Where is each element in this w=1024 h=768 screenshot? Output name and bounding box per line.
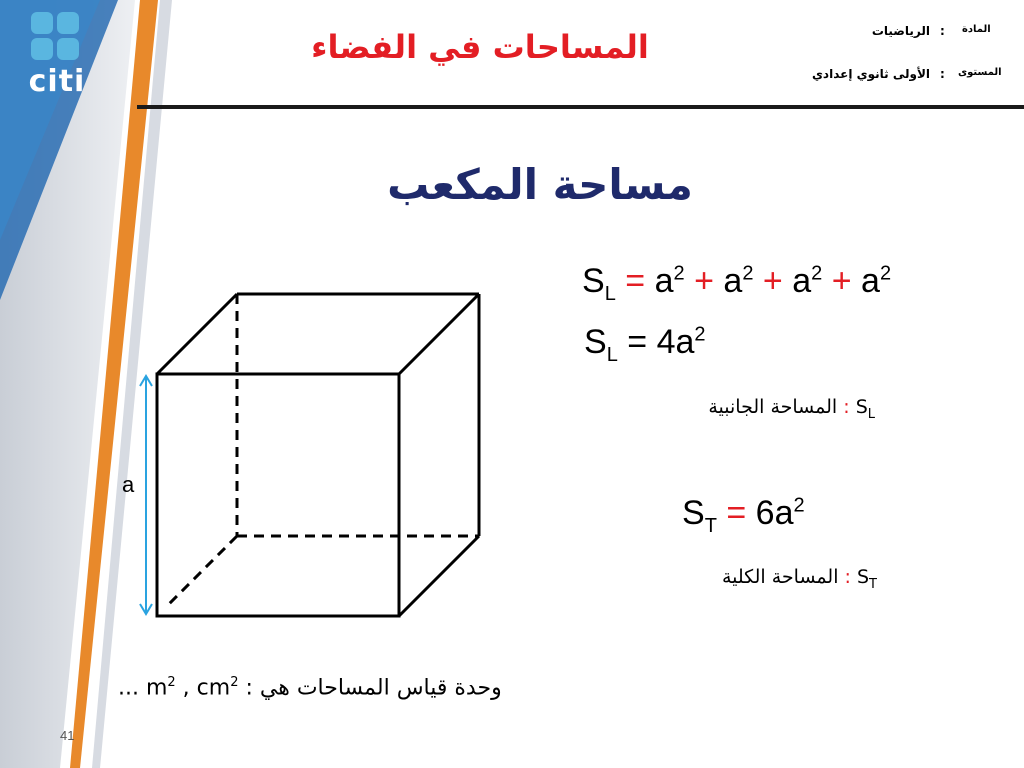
- subject-key: المادة: [962, 24, 991, 35]
- formula-lateral-sum: $S_L = a^2 + a^2 + a^2 + a^2$: [582, 262, 892, 305]
- cube-diagram: [125, 280, 505, 625]
- header-divider: [137, 105, 1024, 109]
- header-title: المساحات في الفضاء: [311, 28, 649, 66]
- slide-title: مساحة المكعب: [387, 160, 693, 209]
- level-value: الأولى ثانوي إعدادي: [811, 67, 930, 81]
- page-number: 41: [60, 728, 75, 743]
- area-units: ... $m^2$ , $cm^2$ : وحدة قياس المساحات هي: [118, 675, 502, 701]
- edge-label: a: [122, 472, 135, 497]
- cube-hidden-diagonal-edge: [165, 536, 237, 608]
- cube-edge-top-right: [399, 294, 479, 374]
- formula-total: $S_T = 6a^2$: [682, 494, 805, 537]
- lateral-definition: المساحة الجانبية : $S_L$: [708, 396, 875, 422]
- cube-edge-bottom-right: [399, 536, 479, 616]
- level-key: المستوى: [958, 67, 1002, 78]
- total-definition: المساحة الكلية : $S_T$: [721, 566, 877, 592]
- subject-value: الرياضيات: [871, 24, 930, 38]
- cube-edge-top-left: [157, 294, 237, 374]
- level-colon: :: [940, 67, 945, 81]
- subject-colon: :: [940, 24, 945, 38]
- logo-text: citi: [28, 64, 86, 99]
- cube-front-face: [157, 374, 399, 616]
- edge-dimension-arrow: [140, 376, 152, 614]
- citi-logo: [27, 8, 87, 98]
- formula-lateral: $S_L = 4a^2$: [584, 323, 706, 366]
